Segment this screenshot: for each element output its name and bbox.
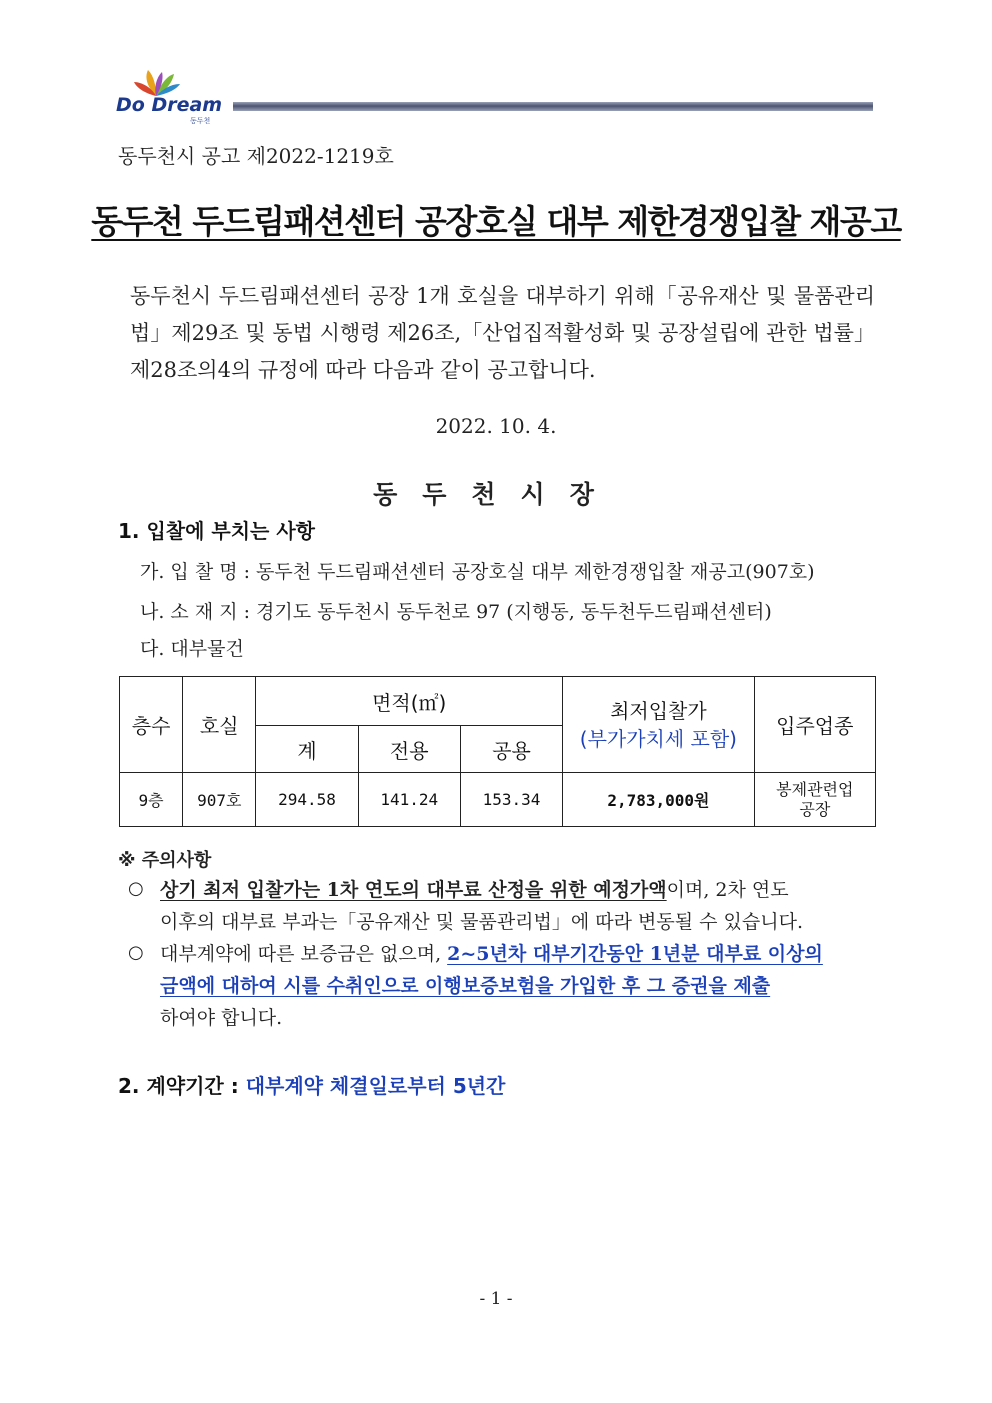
note-1-line-2: 이후의 대부료 부과는「공유재산 및 물품관리법」에 따라 변동될 수 있습니다. xyxy=(160,911,803,933)
contract-period: 대부계약 체결일로부터 5년간 xyxy=(245,1074,506,1098)
notice-date: 2022. 10. 4. xyxy=(435,414,557,438)
header-min-price xyxy=(563,677,755,773)
cell-industry-line1: 봉제관련업 xyxy=(776,779,854,799)
note-1-line-1 xyxy=(160,874,875,906)
section-2-label: 2. 계약기간 : xyxy=(118,1074,246,1098)
note-2-emphasis-1: 2~5년차 대부기간동안 1년분 대부료 이상의 xyxy=(447,943,823,965)
cell-area-total: 294.58 xyxy=(256,773,358,827)
header-industry: 입주업종 xyxy=(754,677,875,773)
header-room: 호실 xyxy=(183,677,256,773)
item-property: 다. 대부물건 xyxy=(140,638,244,660)
notes-heading: ※ 주의사항 xyxy=(118,850,212,871)
dodream-logo xyxy=(112,66,227,128)
page-number: - 1 - xyxy=(479,1289,513,1309)
note-2-line-3: 하여야 합니다. xyxy=(160,1007,283,1029)
note-2-start: 대부계약에 따른 보증금은 없으며, xyxy=(160,943,448,965)
section-2-heading xyxy=(118,1070,505,1099)
logo-wordmark: Do Dream xyxy=(116,94,223,116)
note-1-emphasis: 상기 최저 입찰가는 1차 연도의 대부료 산정을 위한 예정가액 xyxy=(160,879,667,901)
intro-paragraph: 동두천시 두드림패션센터 공장 1개 호실을 대부하기 위해「공유재산 및 물품관리법」제29조 및 동법 시행령 제26조,「산업집적활성화 및 공장설립에 관한 법률」제28조의4의 규정에 따라 다음과 같이 공고합니다. xyxy=(130,284,875,382)
cell-industry-line2: 공장 xyxy=(799,799,831,819)
header-price-note: (부가가치세 포함) xyxy=(579,726,737,751)
header-area: 면적(㎡) xyxy=(256,677,563,726)
logo-subtext: 동두천 xyxy=(190,117,211,125)
section-1-heading: 1. 입찰에 부치는 사항 xyxy=(118,519,315,543)
item-location: 나. 소 재 지 : 경기도 동두천시 동두천로 97 (지행동, 동두천두드림패션센터) xyxy=(140,601,772,623)
notice-number: 동두천시 공고 제2022-1219호 xyxy=(118,144,394,168)
note-2-line-2 xyxy=(160,970,875,1002)
cell-area-exclusive: 141.24 xyxy=(358,773,460,827)
cell-industry xyxy=(754,773,875,827)
header-area-exclusive: 전용 xyxy=(358,726,460,773)
bullet-2: ○ xyxy=(128,942,144,963)
note-2-line-1 xyxy=(160,938,875,970)
cell-area-common: 153.34 xyxy=(460,773,562,827)
header-area-common: 공용 xyxy=(460,726,562,773)
issuer-name: 동두천시장 xyxy=(373,480,619,509)
table-row xyxy=(120,773,876,827)
header-min-price-label: 최저입찰가 xyxy=(610,698,707,723)
item-bid-name: 가. 입 찰 명 : 동두천 두드림패션센터 공장호실 대부 제한경쟁입찰 재공고(907호) xyxy=(140,561,815,583)
note-1-rest: 이며, 2차 연도 xyxy=(666,879,789,901)
header-area-total: 계 xyxy=(256,726,358,773)
property-table xyxy=(119,676,876,827)
cell-floor: 9층 xyxy=(120,773,183,827)
header-rule xyxy=(233,102,873,111)
bullet-1: ○ xyxy=(128,878,144,899)
cell-room: 907호 xyxy=(183,773,256,827)
cell-min-price: 2,783,000원 xyxy=(563,773,755,827)
note-2-emphasis-2: 금액에 대하여 시를 수취인으로 이행보증보험을 가입한 후 그 증권을 제출 xyxy=(160,975,771,997)
document-title: 동두천 두드림패션센터 공장호실 대부 제한경쟁입찰 재공고 xyxy=(91,202,901,241)
header-floor: 층수 xyxy=(120,677,183,773)
